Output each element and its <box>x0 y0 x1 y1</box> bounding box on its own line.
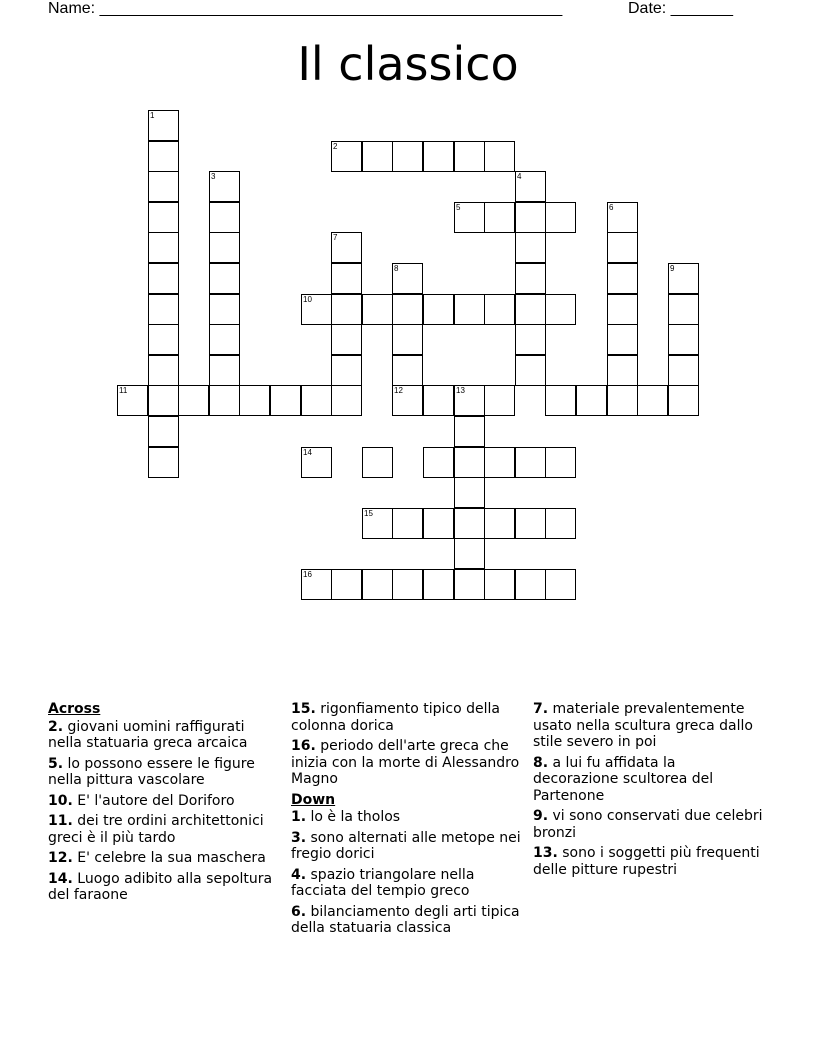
crossword-cell[interactable] <box>576 385 607 416</box>
clue-text: vi sono conservati due celebri bronzi <box>533 808 763 841</box>
crossword-cell[interactable] <box>148 385 179 416</box>
crossword-cell[interactable] <box>148 416 179 447</box>
clue-text: rigonfiamento tipico della colonna dorica <box>291 701 500 734</box>
crossword-cell[interactable] <box>484 569 515 600</box>
crossword-cell[interactable] <box>209 294 240 325</box>
clue-text: sono i soggetti più frequenti delle pitture rupestri <box>533 845 760 878</box>
clue-number-label: 8 <box>394 264 399 273</box>
crossword-cell[interactable] <box>209 202 240 233</box>
clue-number-label: 12 <box>394 386 403 395</box>
crossword-cell[interactable] <box>607 232 638 263</box>
crossword-cell[interactable] <box>270 385 301 416</box>
crossword-cell[interactable] <box>148 171 179 202</box>
crossword-cell[interactable] <box>515 232 546 263</box>
crossword-cell[interactable] <box>515 294 546 325</box>
crossword-cell[interactable] <box>668 294 699 325</box>
clue-number-label: 2 <box>333 142 338 151</box>
clue-text: dei tre ordini architettonici greci è il più tardo <box>48 813 264 846</box>
clue-down-9 <box>533 808 765 841</box>
clue-text: materiale prevalentemente usato nella scultura greca dallo stile severo in poi <box>533 701 753 750</box>
clue-number: 5. <box>48 755 64 772</box>
clue-number-label: 9 <box>670 264 675 273</box>
crossword-cell[interactable] <box>423 508 454 539</box>
crossword-cell[interactable] <box>392 569 423 600</box>
clue-number: 11. <box>48 813 73 829</box>
crossword-cell-3[interactable] <box>209 171 240 202</box>
clue-text: E' celebre la sua maschera <box>77 850 266 866</box>
clue-down-13 <box>533 845 765 878</box>
clue-number: 14. <box>48 870 73 887</box>
crossword-cell-2[interactable] <box>331 141 362 172</box>
crossword-cell[interactable] <box>545 569 576 600</box>
crossword-cell[interactable] <box>209 263 240 294</box>
clue-across-11 <box>48 813 280 846</box>
crossword-cell-5[interactable] <box>454 202 485 233</box>
clue-number: 3. <box>291 829 307 846</box>
clue-number-label: 16 <box>303 570 312 579</box>
crossword-cell[interactable] <box>454 569 485 600</box>
crossword-cell[interactable] <box>209 385 240 416</box>
clue-text: sono alternati alle metope nei fregio dorici <box>291 829 521 862</box>
crossword-cell-12[interactable] <box>392 385 423 416</box>
clue-number: 13. <box>533 845 558 861</box>
crossword-cell[interactable] <box>239 385 270 416</box>
clue-number: 16. <box>291 738 316 754</box>
crossword-cell[interactable] <box>331 294 362 325</box>
clue-down-8 <box>533 755 765 805</box>
crossword-cell-9[interactable] <box>668 263 699 294</box>
crossword-cell[interactable] <box>668 385 699 416</box>
crossword-cell[interactable] <box>331 324 362 355</box>
across-heading: Across <box>48 701 101 717</box>
crossword-cell[interactable] <box>423 385 454 416</box>
crossword-cell[interactable] <box>392 508 423 539</box>
crossword-cell[interactable] <box>484 294 515 325</box>
clue-text: lo possono essere le figure nella pittura vascolare <box>48 755 255 788</box>
crossword-cell[interactable] <box>301 385 332 416</box>
clue-text: bilanciamento degli arti tipica della statuaria classica <box>291 903 520 936</box>
crossword-cell-8[interactable] <box>392 263 423 294</box>
crossword-cell[interactable] <box>515 263 546 294</box>
crossword-cell-15[interactable] <box>362 508 393 539</box>
crossword-cell[interactable] <box>637 385 668 416</box>
clue-across-15 <box>291 701 523 734</box>
clue-text: Luogo adibito alla sepoltura del faraone <box>48 870 273 903</box>
clue-number: 8. <box>533 754 549 771</box>
crossword-cell[interactable] <box>362 294 393 325</box>
crossword-cell[interactable] <box>545 294 576 325</box>
crossword-cell[interactable] <box>148 263 179 294</box>
crossword-cell[interactable] <box>607 355 638 386</box>
crossword-cell[interactable] <box>392 294 423 325</box>
crossword-cell[interactable] <box>545 447 576 478</box>
clue-number-label: 15 <box>364 509 373 518</box>
crossword-cell[interactable] <box>178 385 209 416</box>
crossword-cell[interactable] <box>484 508 515 539</box>
crossword-cell[interactable] <box>148 141 179 172</box>
clues-column-2 <box>291 701 523 941</box>
crossword-cell[interactable] <box>545 508 576 539</box>
crossword-cell[interactable] <box>148 232 179 263</box>
crossword-cell-7[interactable] <box>331 232 362 263</box>
crossword-cell[interactable] <box>148 355 179 386</box>
crossword-cell-11[interactable] <box>117 385 148 416</box>
clue-number-label: 10 <box>303 295 312 304</box>
crossword-cell-4[interactable] <box>515 171 546 202</box>
clue-text: lo è la tholos <box>310 809 401 825</box>
crossword-cell[interactable] <box>515 355 546 386</box>
crossword-cell[interactable] <box>454 294 485 325</box>
crossword-cell[interactable] <box>362 141 393 172</box>
clue-across-14 <box>48 871 280 904</box>
crossword-cell[interactable] <box>607 385 638 416</box>
down-heading: Down <box>291 791 336 808</box>
crossword-cell[interactable] <box>423 294 454 325</box>
crossword-cell[interactable] <box>515 508 546 539</box>
clue-down-7 <box>533 701 765 751</box>
crossword-cell[interactable] <box>423 447 454 478</box>
crossword-cell[interactable] <box>454 477 485 508</box>
clue-number-label: 13 <box>456 386 465 395</box>
crossword-cell[interactable] <box>607 263 638 294</box>
clue-number: 9. <box>533 808 549 824</box>
crossword-cell[interactable] <box>484 141 515 172</box>
clue-number-label: 5 <box>456 203 461 212</box>
clues-column-3 <box>533 701 765 882</box>
clue-text: E' l'autore del Doriforo <box>77 792 235 809</box>
clue-number: 10. <box>48 792 73 809</box>
crossword-cell[interactable] <box>331 263 362 294</box>
crossword-cell[interactable] <box>148 202 179 233</box>
crossword-cell[interactable] <box>545 202 576 233</box>
crossword-cell[interactable] <box>607 324 638 355</box>
crossword-cell[interactable] <box>331 385 362 416</box>
clue-across-10 <box>48 793 280 810</box>
crossword-cell[interactable] <box>454 538 485 569</box>
crossword-cell[interactable] <box>484 202 515 233</box>
clue-number-label: 1 <box>150 111 155 120</box>
crossword-cell-13[interactable] <box>454 385 485 416</box>
crossword-cell-16[interactable] <box>301 569 332 600</box>
crossword-cell[interactable] <box>454 508 485 539</box>
crossword-cell[interactable] <box>515 447 546 478</box>
clue-text: periodo dell'arte greca che inizia con la morte di Alessandro Magno <box>291 738 520 787</box>
crossword-cell[interactable] <box>362 569 393 600</box>
page-title: Il classico <box>297 37 519 91</box>
crossword-cell[interactable] <box>392 324 423 355</box>
clue-across-2 <box>48 719 280 752</box>
clue-number: 6. <box>291 903 307 920</box>
crossword-cell[interactable] <box>392 141 423 172</box>
crossword-cell[interactable] <box>148 324 179 355</box>
date-field-label: Date: _______ <box>628 0 733 17</box>
crossword-cell[interactable] <box>423 141 454 172</box>
crossword-cell[interactable] <box>209 232 240 263</box>
clue-across-12 <box>48 850 280 867</box>
clue-across-5 <box>48 756 280 789</box>
crossword-cell[interactable] <box>484 385 515 416</box>
crossword-cell[interactable] <box>668 324 699 355</box>
clue-text: giovani uomini raffigurati nella statuaria greca arcaica <box>48 718 248 751</box>
crossword-cell[interactable] <box>148 447 179 478</box>
crossword-cell[interactable] <box>209 324 240 355</box>
clue-number: 12. <box>48 850 73 866</box>
clues-column-1 <box>48 701 280 908</box>
name-field-label: Name: ____________________________________________________ <box>48 0 563 17</box>
crossword-cell[interactable] <box>607 294 638 325</box>
clue-number-label: 4 <box>517 172 522 181</box>
crossword-cell[interactable] <box>392 355 423 386</box>
crossword-cell[interactable] <box>668 355 699 386</box>
crossword-cell[interactable] <box>148 294 179 325</box>
clue-text: spazio triangolare nella facciata del tempio greco <box>291 866 475 899</box>
clue-down-1 <box>291 809 523 826</box>
clue-number-label: 3 <box>211 172 216 181</box>
crossword-cell[interactable] <box>545 385 576 416</box>
crossword-cell[interactable] <box>331 355 362 386</box>
clue-down-6 <box>291 904 523 937</box>
clue-number: 7. <box>533 701 549 717</box>
clue-number-label: 14 <box>303 448 312 457</box>
crossword-cell[interactable] <box>515 202 546 233</box>
clue-number: 2. <box>48 718 64 735</box>
clue-number-label: 6 <box>609 203 614 212</box>
crossword-cell[interactable] <box>423 569 454 600</box>
crossword-cell-6[interactable] <box>607 202 638 233</box>
clue-number-label: 7 <box>333 233 338 242</box>
crossword-cell[interactable] <box>515 569 546 600</box>
crossword-cell[interactable] <box>454 416 485 447</box>
crossword-cell[interactable] <box>515 324 546 355</box>
crossword-cell[interactable] <box>362 447 393 478</box>
clue-text: a lui fu affidata la decorazione scultorea del Partenone <box>533 754 714 804</box>
crossword-cell[interactable] <box>454 141 485 172</box>
crossword-cell[interactable] <box>484 447 515 478</box>
crossword-cell[interactable] <box>209 355 240 386</box>
clue-number: 1. <box>291 809 307 825</box>
crossword-cell-10[interactable] <box>301 294 332 325</box>
clue-across-16 <box>291 738 523 788</box>
clue-number-label: 11 <box>119 386 128 395</box>
crossword-cell-14[interactable] <box>301 447 332 478</box>
clue-down-4 <box>291 867 523 900</box>
crossword-cell[interactable] <box>454 447 485 478</box>
crossword-cell[interactable] <box>331 569 362 600</box>
clue-down-3 <box>291 830 523 863</box>
clue-number: 4. <box>291 866 307 883</box>
crossword-cell-1[interactable] <box>148 110 179 141</box>
clue-number: 15. <box>291 701 316 717</box>
